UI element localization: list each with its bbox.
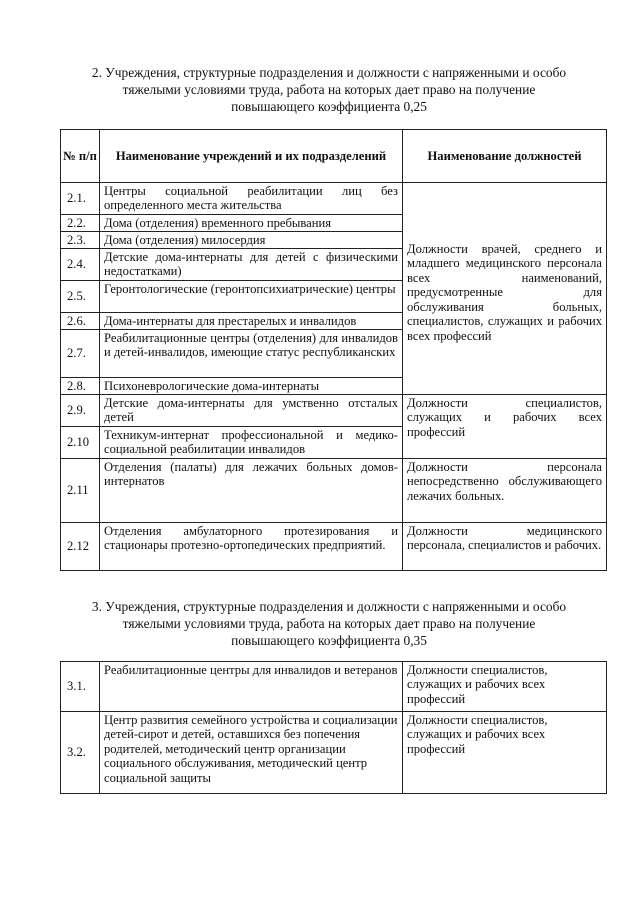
row-number: 2.9. xyxy=(61,395,100,427)
row-name: Дома (отделения) временного пребывания xyxy=(100,215,403,232)
row-name: Центр развития семейного устройства и социализации детей-сирот и детей, оставшихся без попечения родителей, методический центр организации социального обслуживания, методический центр социальной защиты xyxy=(100,712,403,794)
row-number: 2.4. xyxy=(61,249,100,281)
header-name: Наименование учреждений и их подразделений xyxy=(100,130,403,183)
row-number: 2.5. xyxy=(61,281,100,313)
row-number: 2.6. xyxy=(61,313,100,330)
positions-group-c: Должности персонала непосредственно обслуживающего лежачих больных. xyxy=(403,459,607,523)
section-3-heading xyxy=(60,598,598,649)
row-number: 2.8. xyxy=(61,378,100,395)
table-row xyxy=(61,712,607,794)
table-header-row xyxy=(61,130,607,183)
table-row xyxy=(61,183,607,215)
row-number: 2.3. xyxy=(61,232,100,249)
row-name: Центры социальной реабилитации лиц без определенного места жительства xyxy=(100,183,403,215)
row-number: 3.2. xyxy=(61,712,100,794)
positions-group-b: Должности специалистов, служащих и рабочих всех профессий xyxy=(403,395,607,459)
row-number: 2.1. xyxy=(61,183,100,215)
section-2-table xyxy=(60,129,607,571)
row-number: 2.10 xyxy=(61,427,100,459)
section-3-heading-line: 3. Учреждения, структурные подразделения и должности с напряженными и особо xyxy=(91,599,567,614)
section-3-table xyxy=(60,661,607,794)
row-number: 2.7. xyxy=(61,330,100,378)
section-2-heading-line: 2. Учреждения, структурные подразделения и должности с напряженными и особо xyxy=(91,65,567,80)
row-name: Дома-интернаты для престарелых и инвалидов xyxy=(100,313,403,330)
row-number: 2.12 xyxy=(61,523,100,571)
section-2-heading-line: повышающего коэффициента 0,25 xyxy=(231,99,427,114)
row-name: Психоневрологические дома-интернаты xyxy=(100,378,403,395)
positions-group-d: Должности медицинского персонала, специалистов и рабочих. xyxy=(403,523,607,571)
row-name: Детские дома-интернаты для детей с физическими недостатками) xyxy=(100,249,403,281)
row-number: 2.11 xyxy=(61,459,100,523)
positions-group-a: Должности врачей, среднего и младшего медицинского персонала всех наименований, предусмотренные для обслуживания больных, специалистов, служащих и рабочих всех профессий xyxy=(403,183,607,395)
header-num: № п/п xyxy=(61,130,100,183)
row-number: 3.1. xyxy=(61,662,100,712)
row-name: Детские дома-интернаты для умственно отсталых детей xyxy=(100,395,403,427)
row-name: Отделения амбулаторного протезирования и стационары протезно-ортопедических предприятий. xyxy=(100,523,403,571)
row-name: Реабилитационные центры (отделения) для инвалидов и детей-инвалидов, имеющие статус республиканских xyxy=(100,330,403,378)
row-name: Отделения (палаты) для лежачих больных домов-интернатов xyxy=(100,459,403,523)
row-name: Техникум-интернат профессиональной и медико-социальной реабилитации инвалидов xyxy=(100,427,403,459)
table-row xyxy=(61,523,607,571)
table-row xyxy=(61,662,607,712)
section-2-heading-line: тяжелыми условиями труда, работа на которых дает право на получение xyxy=(122,82,536,97)
section-3-heading-line: тяжелыми условиями труда, работа на которых дает право на получение xyxy=(122,616,536,631)
row-positions: Должности специалистов, служащих и рабочих всех профессий xyxy=(403,662,607,712)
table-row xyxy=(61,395,607,427)
row-name: Геронтологические (геронтопсихиатрические) центры xyxy=(100,281,403,313)
section-2-heading xyxy=(60,64,598,115)
section-3-heading-line: повышающего коэффициента 0,35 xyxy=(231,633,427,648)
row-name: Реабилитационные центры для инвалидов и ветеранов xyxy=(100,662,403,712)
row-name: Дома (отделения) милосердия xyxy=(100,232,403,249)
row-number: 2.2. xyxy=(61,215,100,232)
row-positions: Должности специалистов, служащих и рабочих всех профессий xyxy=(403,712,607,794)
header-positions: Наименование должностей xyxy=(403,130,607,183)
table-row xyxy=(61,459,607,523)
